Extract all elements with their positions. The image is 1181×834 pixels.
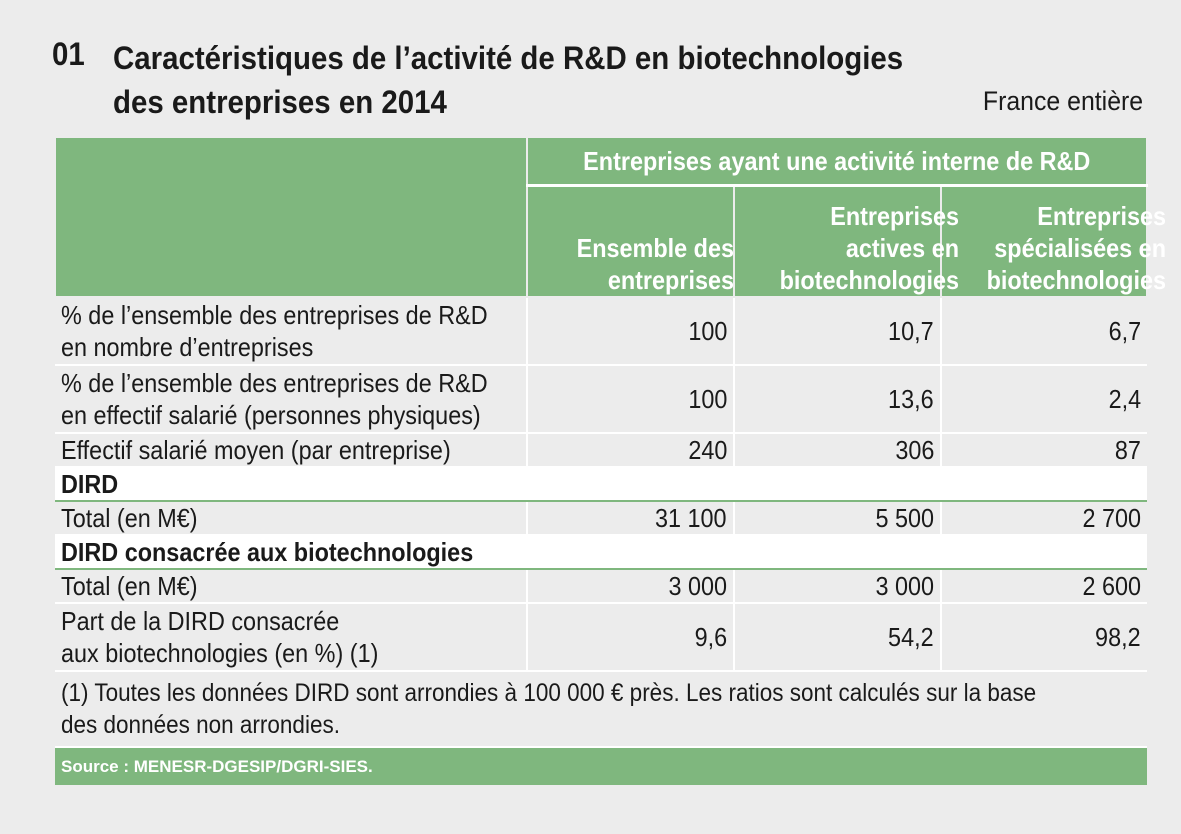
table-cell: 5 500 [734,501,941,535]
title-line-2: des entreprises en 2014 [113,84,447,120]
row-label: % de l’ensemble des entreprises de R&D en effectif salarié (personnes physiques) [55,365,527,433]
table-cell: 87 [941,433,1147,467]
row-label: Total (en M€) [55,569,527,603]
table-cell: 3 000 [734,569,941,603]
table-cell: 100 [527,297,734,365]
row-label: Total (en M€) [55,501,527,535]
column-header-ensemble: Ensemble des entreprises [527,185,734,297]
group-header: Entreprises ayant une activité interne de R&D [527,137,1147,185]
table-row [55,365,1147,433]
table-row [55,297,1147,365]
table-cell: 2,4 [941,365,1147,433]
table-cell: 13,6 [734,365,941,433]
table-cell: 306 [734,433,941,467]
section-header-dird: DIRD [55,467,1147,501]
table-cell: 31 100 [527,501,734,535]
footnote-row [55,671,1147,747]
table-cell: 100 [527,365,734,433]
table-cell: 2 600 [941,569,1147,603]
table-cell: 54,2 [734,603,941,671]
group-header-row [55,137,1147,185]
table-row [55,569,1147,603]
column-header-specialisees: Entreprises spécialisées en biotechnologies [941,185,1147,297]
data-table [54,136,1166,785]
row-label: Part de la DIRD consacrée aux biotechnologies (en %) (1) [55,603,527,671]
table-cell: 98,2 [941,603,1147,671]
row-label: Effectif salarié moyen (par entreprise) [55,433,527,467]
table-cell: 9,6 [527,603,734,671]
table-cell: 3 000 [527,569,734,603]
header-corner [55,137,527,297]
section-header-dird-biotech: DIRD consacrée aux biotechnologies [55,535,1147,569]
page-title [113,36,903,124]
table-cell: 2 700 [941,501,1147,535]
table-cell: 240 [527,433,734,467]
scope-label: France entière [982,86,1143,116]
figure-number: 01 [52,36,85,72]
source-note: Source : MENESR-DGESIP/DGRI-SIES. [55,747,1147,785]
row-label: % de l’ensemble des entreprises de R&D en nombre d’entreprises [55,297,527,365]
source-row [55,747,1147,785]
title-line-1: Caractéristiques de l’activité de R&D en biotechnologies [113,40,904,76]
table-row [55,433,1147,467]
table-row [55,603,1147,671]
table-cell: 6,7 [941,297,1147,365]
table-cell: 10,7 [734,297,941,365]
table-row [55,501,1147,535]
footnote: (1) Toutes les données DIRD sont arrondies à 100 000 € près. Les ratios sont calculés sur la base des données non arrondies. [55,671,1147,747]
column-header-actives: Entreprises actives en biotechnologies [734,185,941,297]
